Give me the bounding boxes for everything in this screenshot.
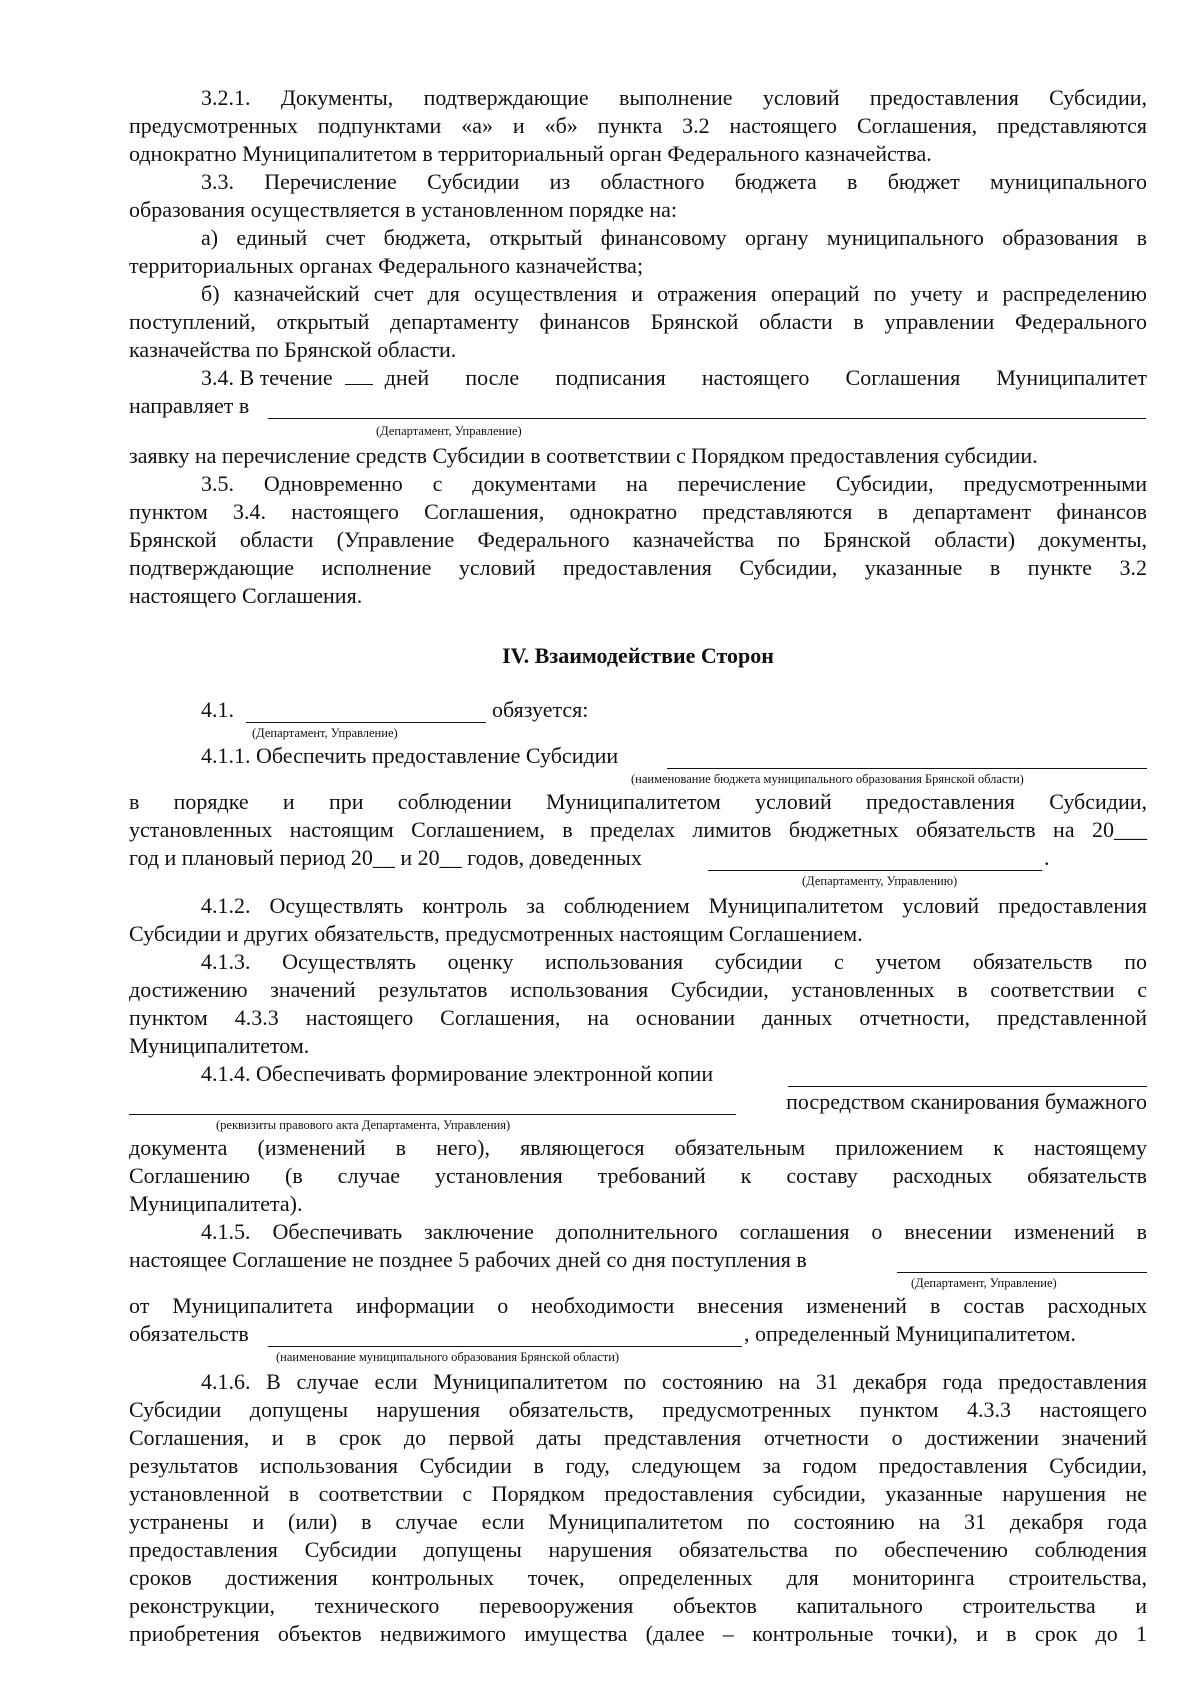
legal-act-blank-line-2	[129, 1114, 736, 1115]
paragraph-3-5-line-5: настоящего Соглашения.	[129, 583, 363, 608]
department-blank-line	[268, 418, 1146, 419]
paragraph-3-3-a-line-1: а) единый счет бюджета, открытый финансовому органу муниципального образования в	[201, 225, 1147, 250]
paragraph-3-3-a-line-2: территориальных органах Федерального казначейства;	[129, 253, 644, 278]
paragraph-4-1-5-line-3: от Муниципалитета информации о необходимости внесения изменений в состав расходных	[129, 1293, 1147, 1318]
paragraph-3-3-b-line-2: поступлений, открытый департаменту финансов Брянской области в управлении Федерального	[129, 309, 1147, 334]
paragraph-4-1-6-line-2: Субсидии допущены нарушения обязательств, предусмотренных пунктом 4.3.3 настоящего	[129, 1397, 1147, 1422]
department-caption: (Департамент, Управление)	[376, 424, 522, 438]
p34-rest-text: дней после подписания настоящего Соглашения Муниципалитет	[384, 365, 1147, 390]
paragraph-4-1-4-line-3: документа (изменений в него), являющегося обязательным приложением к настоящему	[129, 1135, 1147, 1160]
paragraph-4-1-5-line-4a: обязательств	[129, 1321, 249, 1346]
paragraph-3-5-line-2: пунктом 3.4. настоящего Соглашения, однократно представляются в департамент финансов	[129, 499, 1147, 524]
municipality-caption: (наименование муниципального образования Брянской области)	[276, 1350, 620, 1364]
department-blank-line-4	[897, 1272, 1147, 1273]
department-blank-line-3	[708, 870, 1042, 871]
paragraph-4-1-6-line-4: результатов использования Субсидии в году, следующем за годом предоставления Субсидии,	[129, 1453, 1147, 1478]
paragraph-3-3-line-2: образования осуществляется в установленном порядке на:	[129, 197, 678, 222]
paragraph-4-1-6-line-3: Соглашения, и в срок до первой даты представления отчетности о достижении значений	[129, 1425, 1147, 1450]
department-caption-4: (Департамент, Управление)	[911, 1276, 1057, 1290]
paragraph-4-1-3-line-3: пунктом 4.3.3 настоящего Соглашения, на основании данных отчетности, представленной	[129, 1005, 1147, 1030]
paragraph-4-1-2-line-2: Субсидии и других обязательств, предусмотренных настоящим Соглашением.	[129, 921, 863, 946]
paragraph-4-1-1-line-2: в порядке и при соблюдении Муниципалитетом условий предоставления Субсидии,	[129, 789, 1147, 814]
paragraph-4-1-4-line-2: посредством сканирования бумажного	[786, 1089, 1147, 1114]
paragraph-4-1-4-line-4: Соглашению (в случае установления требований к составу расходных обязательств	[129, 1163, 1147, 1188]
paragraph-4-1-6-line-8: сроков достижения контрольных точек, определенных для мониторинга строительства,	[129, 1565, 1147, 1590]
paragraph-3-4-line-3: заявку на перечисление средств Субсидии в соответствии с Порядком предоставления субсидии.	[129, 443, 1038, 468]
paragraph-3-2-1-line-2: предусмотренных подпунктами «а» и «б» пункта 3.2 настоящего Соглашения, представляются	[129, 113, 1147, 138]
paragraph-3-3-b-line-1: б) казначейский счет для осуществления и отражения операций по учету и распределению	[201, 281, 1147, 306]
legal-act-blank-line-1	[788, 1086, 1147, 1087]
paragraph-4-1-3-line-4: Муниципалитетом.	[129, 1033, 310, 1058]
paragraph-4-1-1-line-1: 4.1.1. Обеспечить предоставление Субсидии	[201, 743, 619, 768]
paragraph-3-5-line-1: 3.5. Одновременно с документами на перечисление Субсидии, предусмотренными	[201, 471, 1147, 496]
paragraph-4-1-5-line-2: настоящее Соглашение не позднее 5 рабочих дней со дня поступления в	[129, 1247, 807, 1272]
paragraph-3-2-1-line-1: 3.2.1. Документы, подтверждающие выполнение условий предоставления Субсидии,	[201, 85, 1147, 110]
paragraph-4-1-6-line-10: приобретения объектов недвижимого имущества (далее – контрольные точки), и в срок до 1	[129, 1621, 1147, 1646]
paragraph-4-1-number: 4.1.	[201, 697, 234, 722]
paragraph-4-1-4-line-5: Муниципалитета).	[129, 1191, 303, 1216]
department-blank-line-2	[246, 722, 486, 723]
paragraph-4-1-4-line-1: 4.1.4. Обеспечивать формирование электронной копии	[201, 1061, 714, 1086]
paragraph-3-3-line-1: 3.3. Перечисление Субсидии из областного бюджета в бюджет муниципального	[201, 169, 1147, 194]
paragraph-3-5-line-3: Брянской области (Управление Федерального казначейства по Брянской области) документы,	[129, 527, 1147, 552]
paragraph-4-1-6-line-1: 4.1.6. В случае если Муниципалитетом по состоянию на 31 декабря года предоставления	[201, 1369, 1147, 1394]
paragraph-4-1-6-line-7: предоставления Субсидии допущены нарушения обязательства по обеспечению соблюдения	[129, 1537, 1147, 1562]
section-heading: IV. Взаимодействие Сторон	[502, 643, 774, 668]
paragraph-4-1-1-line-3: установленных настоящим Соглашением, в пределах лимитов бюджетных обязательств на 20___	[129, 817, 1147, 842]
paragraph-4-1-6-line-5: установленной в соответствии с Порядком предоставления субсидии, указанные нарушения не	[129, 1481, 1147, 1506]
municipality-blank-line	[268, 1346, 742, 1347]
budget-name-caption: (наименование бюджета муниципального образования Брянской области)	[631, 772, 1024, 786]
paragraph-4-1-3-line-2: достижению значений результатов использования Субсидии, установленных в соответствии с	[129, 977, 1147, 1002]
paragraph-4-1-6-line-6: устранены и (или) в случае если Муниципалитетом по состоянию на 31 декабря года	[129, 1509, 1147, 1534]
days-blank	[345, 364, 373, 385]
department-caption-3: (Департаменту, Управлению)	[802, 874, 958, 888]
paragraph-4-1-6-line-9: реконструкции, технического перевооружения объектов капитального строительства и	[129, 1593, 1147, 1618]
paragraph-3-2-1-line-3: однократно Муниципалитетом в территориальный орган Федерального казначейства.	[129, 141, 932, 166]
paragraph-4-1-2-line-1: 4.1.2. Осуществлять контроль за соблюдением Муниципалитетом условий предоставления	[201, 893, 1147, 918]
paragraph-4-1-text: обязуется:	[492, 697, 589, 722]
paragraph-4-1-5-line-1: 4.1.5. Обеспечивать заключение дополнительного соглашения о внесении изменений в	[201, 1219, 1147, 1244]
paragraph-3-5-line-4: подтверждающие исполнение условий предоставления Субсидии, указанные в пункте 3.2	[129, 555, 1147, 580]
paragraph-4-1-1-line-4: год и плановый период 20__ и 20__ годов, доведенных	[129, 845, 642, 870]
legal-act-caption: (реквизиты правового акта Департамента, Управления)	[216, 1118, 511, 1132]
paragraph-3-4-line-1	[201, 364, 1147, 392]
paragraph-4-1-3-line-1: 4.1.3. Осуществлять оценку использования субсидии с учетом обязательств по	[201, 949, 1147, 974]
paragraph-3-3-b-line-3: казначейства по Брянской области.	[129, 337, 457, 362]
paragraph-3-4-line-2: направляет в	[129, 393, 250, 418]
department-caption-2: (Департамент, Управление)	[252, 726, 398, 740]
paragraph-4-1-1-end: .	[1044, 845, 1050, 870]
paragraph-4-1-5-line-4b: , определенный Муниципалитетом.	[744, 1321, 1076, 1346]
budget-name-blank-line	[667, 768, 1147, 769]
p34-start-text: 3.4. В течение	[201, 365, 333, 390]
